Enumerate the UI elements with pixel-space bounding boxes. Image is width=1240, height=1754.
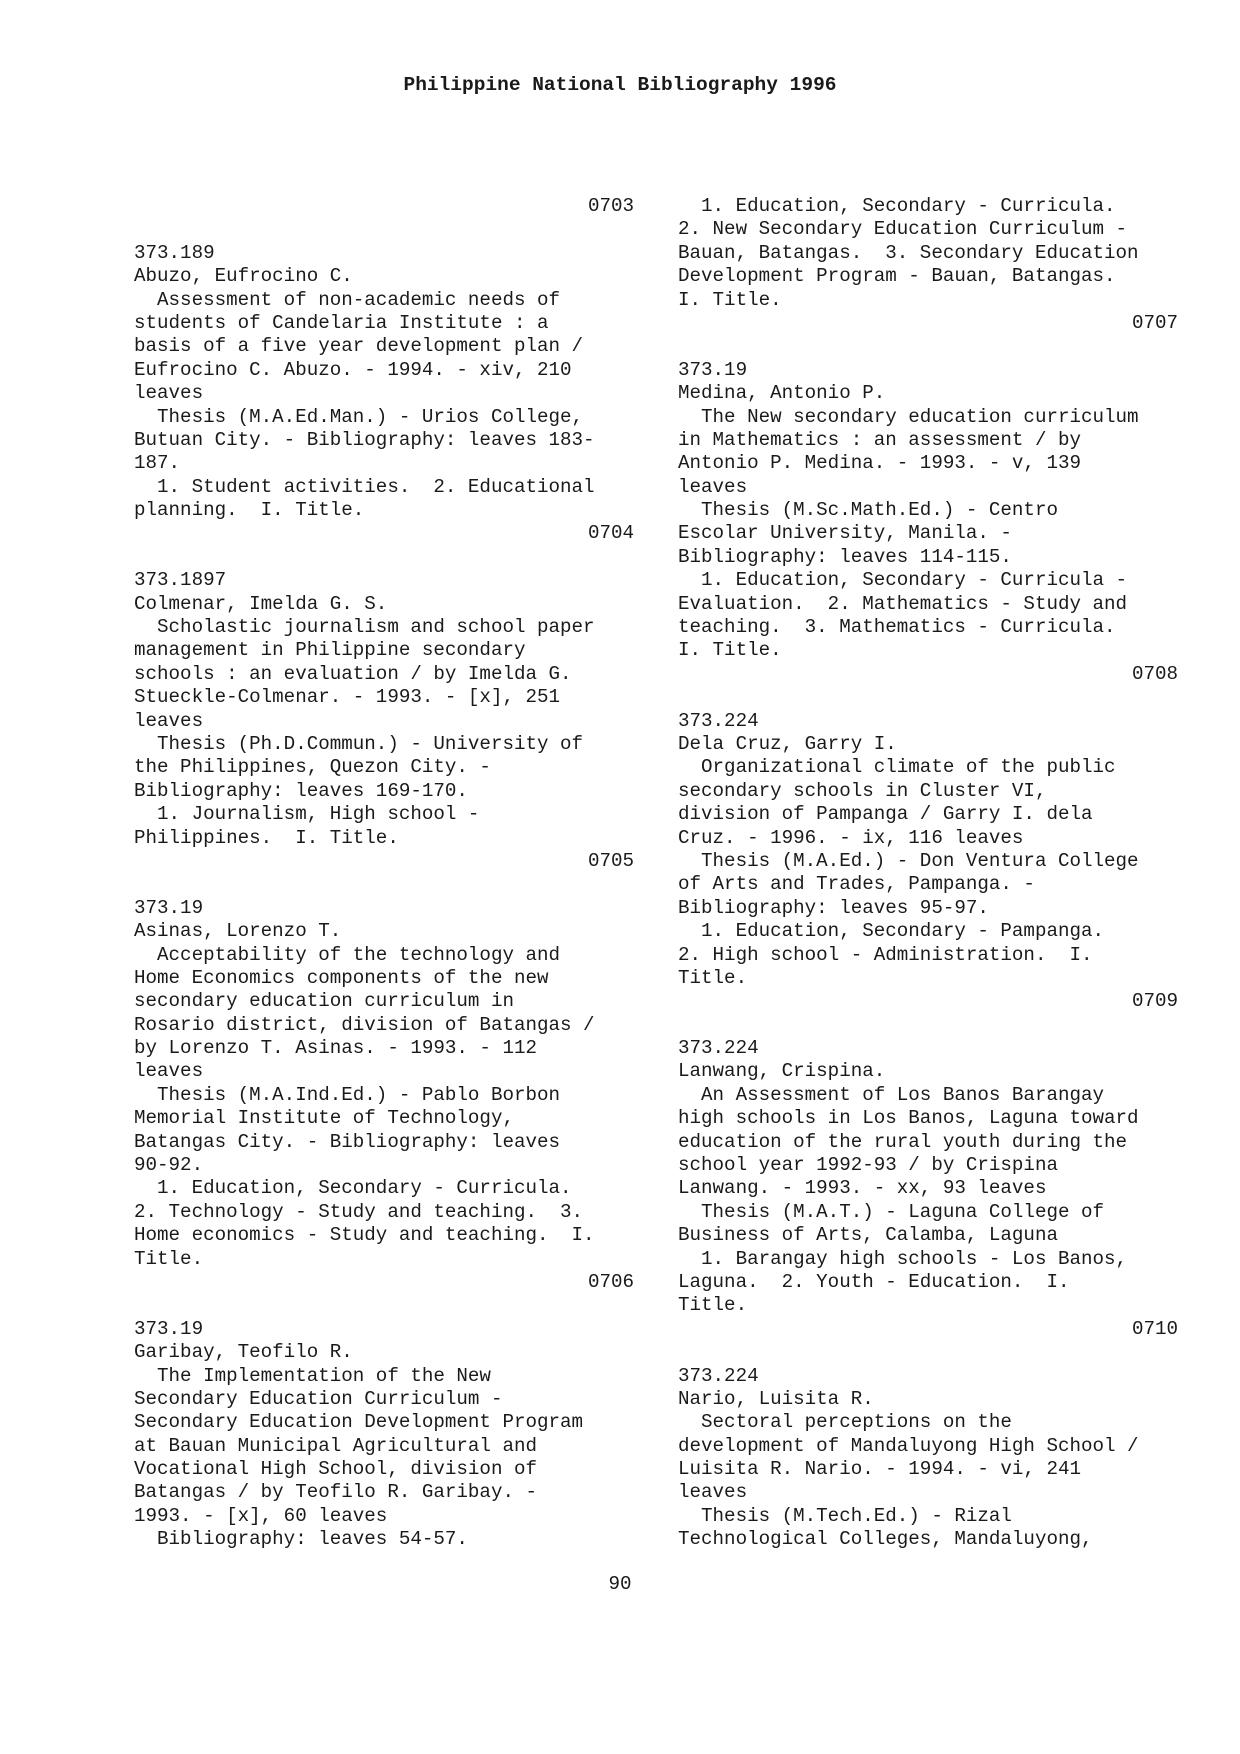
entry-text-line: 2. High school - Administration. I. [678, 943, 1093, 966]
entry-number: 0705 [587, 849, 634, 872]
entry-text-line: Home economics - Study and teaching. I. [134, 1224, 595, 1247]
entry-text-line: Thesis (M.A.Ind.Ed.) - Pablo Borbon [134, 1083, 561, 1106]
entry-text-line: Sectoral perceptions on the [678, 1411, 1012, 1434]
entry-text-line: Abuzo, Eufrocino C. [134, 265, 353, 288]
entry-text-line: 1. Education, Secondary - Curricula - [678, 569, 1128, 592]
entry-number: 0707 [1131, 311, 1178, 334]
entry-text-line: high schools in Los Banos, Laguna toward [678, 1107, 1139, 1130]
entry-text-line: Dela Cruz, Garry I. [678, 732, 897, 755]
entry-text-line: 1. Student activities. 2. Educational [134, 475, 595, 498]
call-number: 373.224 [678, 709, 759, 732]
entry-text-line: 1. Education, Secondary - Curricula. [134, 1177, 572, 1200]
call-number: 373.189 [134, 241, 215, 264]
entry-text-line: 1993. - [x], 60 leaves [134, 1504, 388, 1527]
entry-text-line: Memorial Institute of Technology, [134, 1107, 514, 1130]
entry-text-line: Secondary Education Curriculum - [134, 1387, 503, 1410]
entry-text-line: Assessment of non-academic needs of [134, 288, 561, 311]
entry-text-line: Laguna. 2. Youth - Education. I. [678, 1270, 1070, 1293]
entry-text-line: Escolar University, Manila. - [678, 522, 1012, 545]
blank-line [678, 1341, 1178, 1364]
entry-text-line: Thesis (M.Sc.Math.Ed.) - Centro [678, 499, 1058, 522]
entry-text-line: Colmenar, Imelda G. S. [134, 592, 388, 615]
entry-number: 0703 [587, 195, 634, 217]
entry-text-line: school year 1992-93 / by Crispina [678, 1154, 1058, 1177]
entry-text-line: Scholastic journalism and school paper [134, 616, 595, 639]
entry-text-line: The New secondary education curriculum [678, 405, 1139, 428]
entry-text-line: secondary education curriculum in [134, 990, 514, 1013]
entry-text-line: development of Mandaluyong High School / [678, 1434, 1139, 1457]
call-number: 373.224 [678, 1037, 759, 1060]
entry-text-line: Home Economics components of the new [134, 966, 549, 989]
call-number: 373.224 [678, 1364, 759, 1387]
page-number: 90 [608, 1573, 632, 1595]
blank-line [678, 686, 1178, 709]
entry-number: 0704 [587, 522, 634, 545]
entry-text-line: Lanwang, Crispina. [678, 1060, 886, 1083]
entry-text-line: Stueckle-Colmenar. - 1993. - [x], 251 [134, 686, 561, 709]
entry-text-line: Batangas / by Teofilo R. Garibay. - [134, 1481, 538, 1504]
entry-text-line: Secondary Education Development Program [134, 1411, 584, 1434]
blank-line [678, 335, 1178, 358]
entry-text-line: education of the rural youth during the [678, 1130, 1128, 1153]
entry-text-line: Title. [678, 966, 748, 989]
entry-text-line: 1. Education, Secondary - Pampanga. [678, 920, 1105, 943]
entry-text-line: Business of Arts, Calamba, Laguna [678, 1224, 1058, 1247]
entry-text-line: Bibliography: leaves 169-170. [134, 779, 468, 802]
entry-text-line: management in Philippine secondary [134, 639, 526, 662]
entry-text-line: 1. Education, Secondary - Curricula. [678, 195, 1116, 217]
entry-text-line: 1. Journalism, High school - [134, 803, 480, 826]
blank-line [134, 546, 634, 569]
entry-text-line: Title. [134, 1247, 204, 1270]
entry-text-line: I. Title. [678, 639, 782, 662]
entry-text-line: Garibay, Teofilo R. [134, 1341, 353, 1364]
entry-text-line: secondary schools in Cluster VI, [678, 779, 1047, 802]
entry-text-line: Butuan City. - Bibliography: leaves 183- [134, 428, 595, 451]
entry-text-line: Bibliography: leaves 54-57. [134, 1528, 468, 1551]
entry-text-line: Organizational climate of the public [678, 756, 1116, 779]
entry-text-line: leaves [134, 1060, 204, 1083]
entry-text-line: Bauan, Batangas. 3. Secondary Education [678, 241, 1139, 264]
entry-text-line: Rosario district, division of Batangas / [134, 1013, 595, 1036]
entry-text-line: Title. [678, 1294, 748, 1317]
entry-text-line: 2. Technology - Study and teaching. 3. [134, 1200, 584, 1223]
entry-text-line: Cruz. - 1996. - ix, 116 leaves [678, 826, 1024, 849]
entry-text-line: leaves [678, 475, 748, 498]
call-number: 373.1897 [134, 569, 227, 592]
blank-line [678, 1014, 1178, 1037]
entry-text-line: basis of a five year development plan / [134, 335, 584, 358]
entry-text-line: Bibliography: leaves 114-115. [678, 545, 1012, 568]
entry-number: 0706 [587, 1270, 634, 1293]
entry-text-line: Luisita R. Nario. - 1994. - vi, 241 [678, 1458, 1082, 1481]
entry-number: 0708 [1131, 662, 1178, 685]
call-number: 373.19 [134, 896, 204, 919]
blank-line [134, 873, 634, 896]
entry-text-line: 187. [134, 452, 181, 475]
entry-text-line: the Philippines, Quezon City. - [134, 756, 491, 779]
entry-text-line: at Bauan Municipal Agricultural and [134, 1434, 538, 1457]
call-number: 373.19 [678, 358, 748, 381]
entry-text-line: The Implementation of the New [134, 1364, 491, 1387]
entry-number: 0709 [1131, 990, 1178, 1013]
call-number: 373.19 [134, 1317, 204, 1340]
entry-text-line: by Lorenzo T. Asinas. - 1993. - 112 [134, 1037, 538, 1060]
entry-text-line: leaves [134, 709, 204, 732]
entry-text-line: leaves [134, 382, 204, 405]
blank-line [134, 218, 634, 241]
page-title: Philippine National Bibliography 1996 [403, 74, 837, 96]
entry-text-line: Thesis (M.Tech.Ed.) - Rizal [678, 1504, 1012, 1527]
entry-text-line: Medina, Antonio P. [678, 382, 886, 405]
entry-text-line: Technological Colleges, Mandaluyong, [678, 1528, 1093, 1551]
entry-text-line: Batangas City. - Bibliography: leaves [134, 1130, 561, 1153]
right-column [678, 195, 1178, 1552]
entry-text-line: Thesis (M.A.Ed.Man.) - Urios College, [134, 405, 584, 428]
entry-text-line: Development Program - Bauan, Batangas. [678, 265, 1116, 288]
entry-text-line: Asinas, Lorenzo T. [134, 920, 342, 943]
entry-text-line: Thesis (M.A.T.) - Laguna College of [678, 1200, 1105, 1223]
entry-text-line: Bibliography: leaves 95-97. [678, 896, 989, 919]
entry-text-line: 2. New Secondary Education Curriculum - [678, 218, 1128, 241]
entry-text-line: Acceptability of the technology and [134, 943, 561, 966]
entry-text-line: leaves [678, 1481, 748, 1504]
entry-text-line: 90-92. [134, 1154, 204, 1177]
left-column [134, 195, 634, 1552]
entry-text-line: Thesis (M.A.Ed.) - Don Ventura College [678, 849, 1139, 872]
entry-text-line: Vocational High School, division of [134, 1458, 538, 1481]
entry-text-line: 1. Barangay high schools - Los Banos, [678, 1247, 1128, 1270]
entry-text-line: schools : an evaluation / by Imelda G. [134, 662, 572, 685]
entry-text-line: teaching. 3. Mathematics - Curricula. [678, 616, 1116, 639]
entry-text-line: planning. I. Title. [134, 499, 365, 522]
entry-text-line: Philippines. I. Title. [134, 826, 399, 849]
entry-text-line: Thesis (Ph.D.Commun.) - University of [134, 732, 584, 755]
entry-text-line: students of Candelaria Institute : a [134, 311, 549, 334]
entry-text-line: of Arts and Trades, Pampanga. - [678, 873, 1035, 896]
entry-text-line: An Assessment of Los Banos Barangay [678, 1083, 1105, 1106]
entry-number: 0710 [1131, 1317, 1178, 1340]
entry-text-line: division of Pampanga / Garry I. dela [678, 803, 1093, 826]
blank-line [134, 1294, 634, 1317]
entry-text-line: Nario, Luisita R. [678, 1387, 874, 1410]
entry-text-line: Evaluation. 2. Mathematics - Study and [678, 592, 1128, 615]
entry-text-line: I. Title. [678, 288, 782, 311]
entry-text-line: Antonio P. Medina. - 1993. - v, 139 [678, 452, 1082, 475]
entry-text-line: in Mathematics : an assessment / by [678, 428, 1082, 451]
entry-text-line: Lanwang. - 1993. - xx, 93 leaves [678, 1177, 1047, 1200]
entry-text-line: Eufrocino C. Abuzo. - 1994. - xiv, 210 [134, 358, 572, 381]
